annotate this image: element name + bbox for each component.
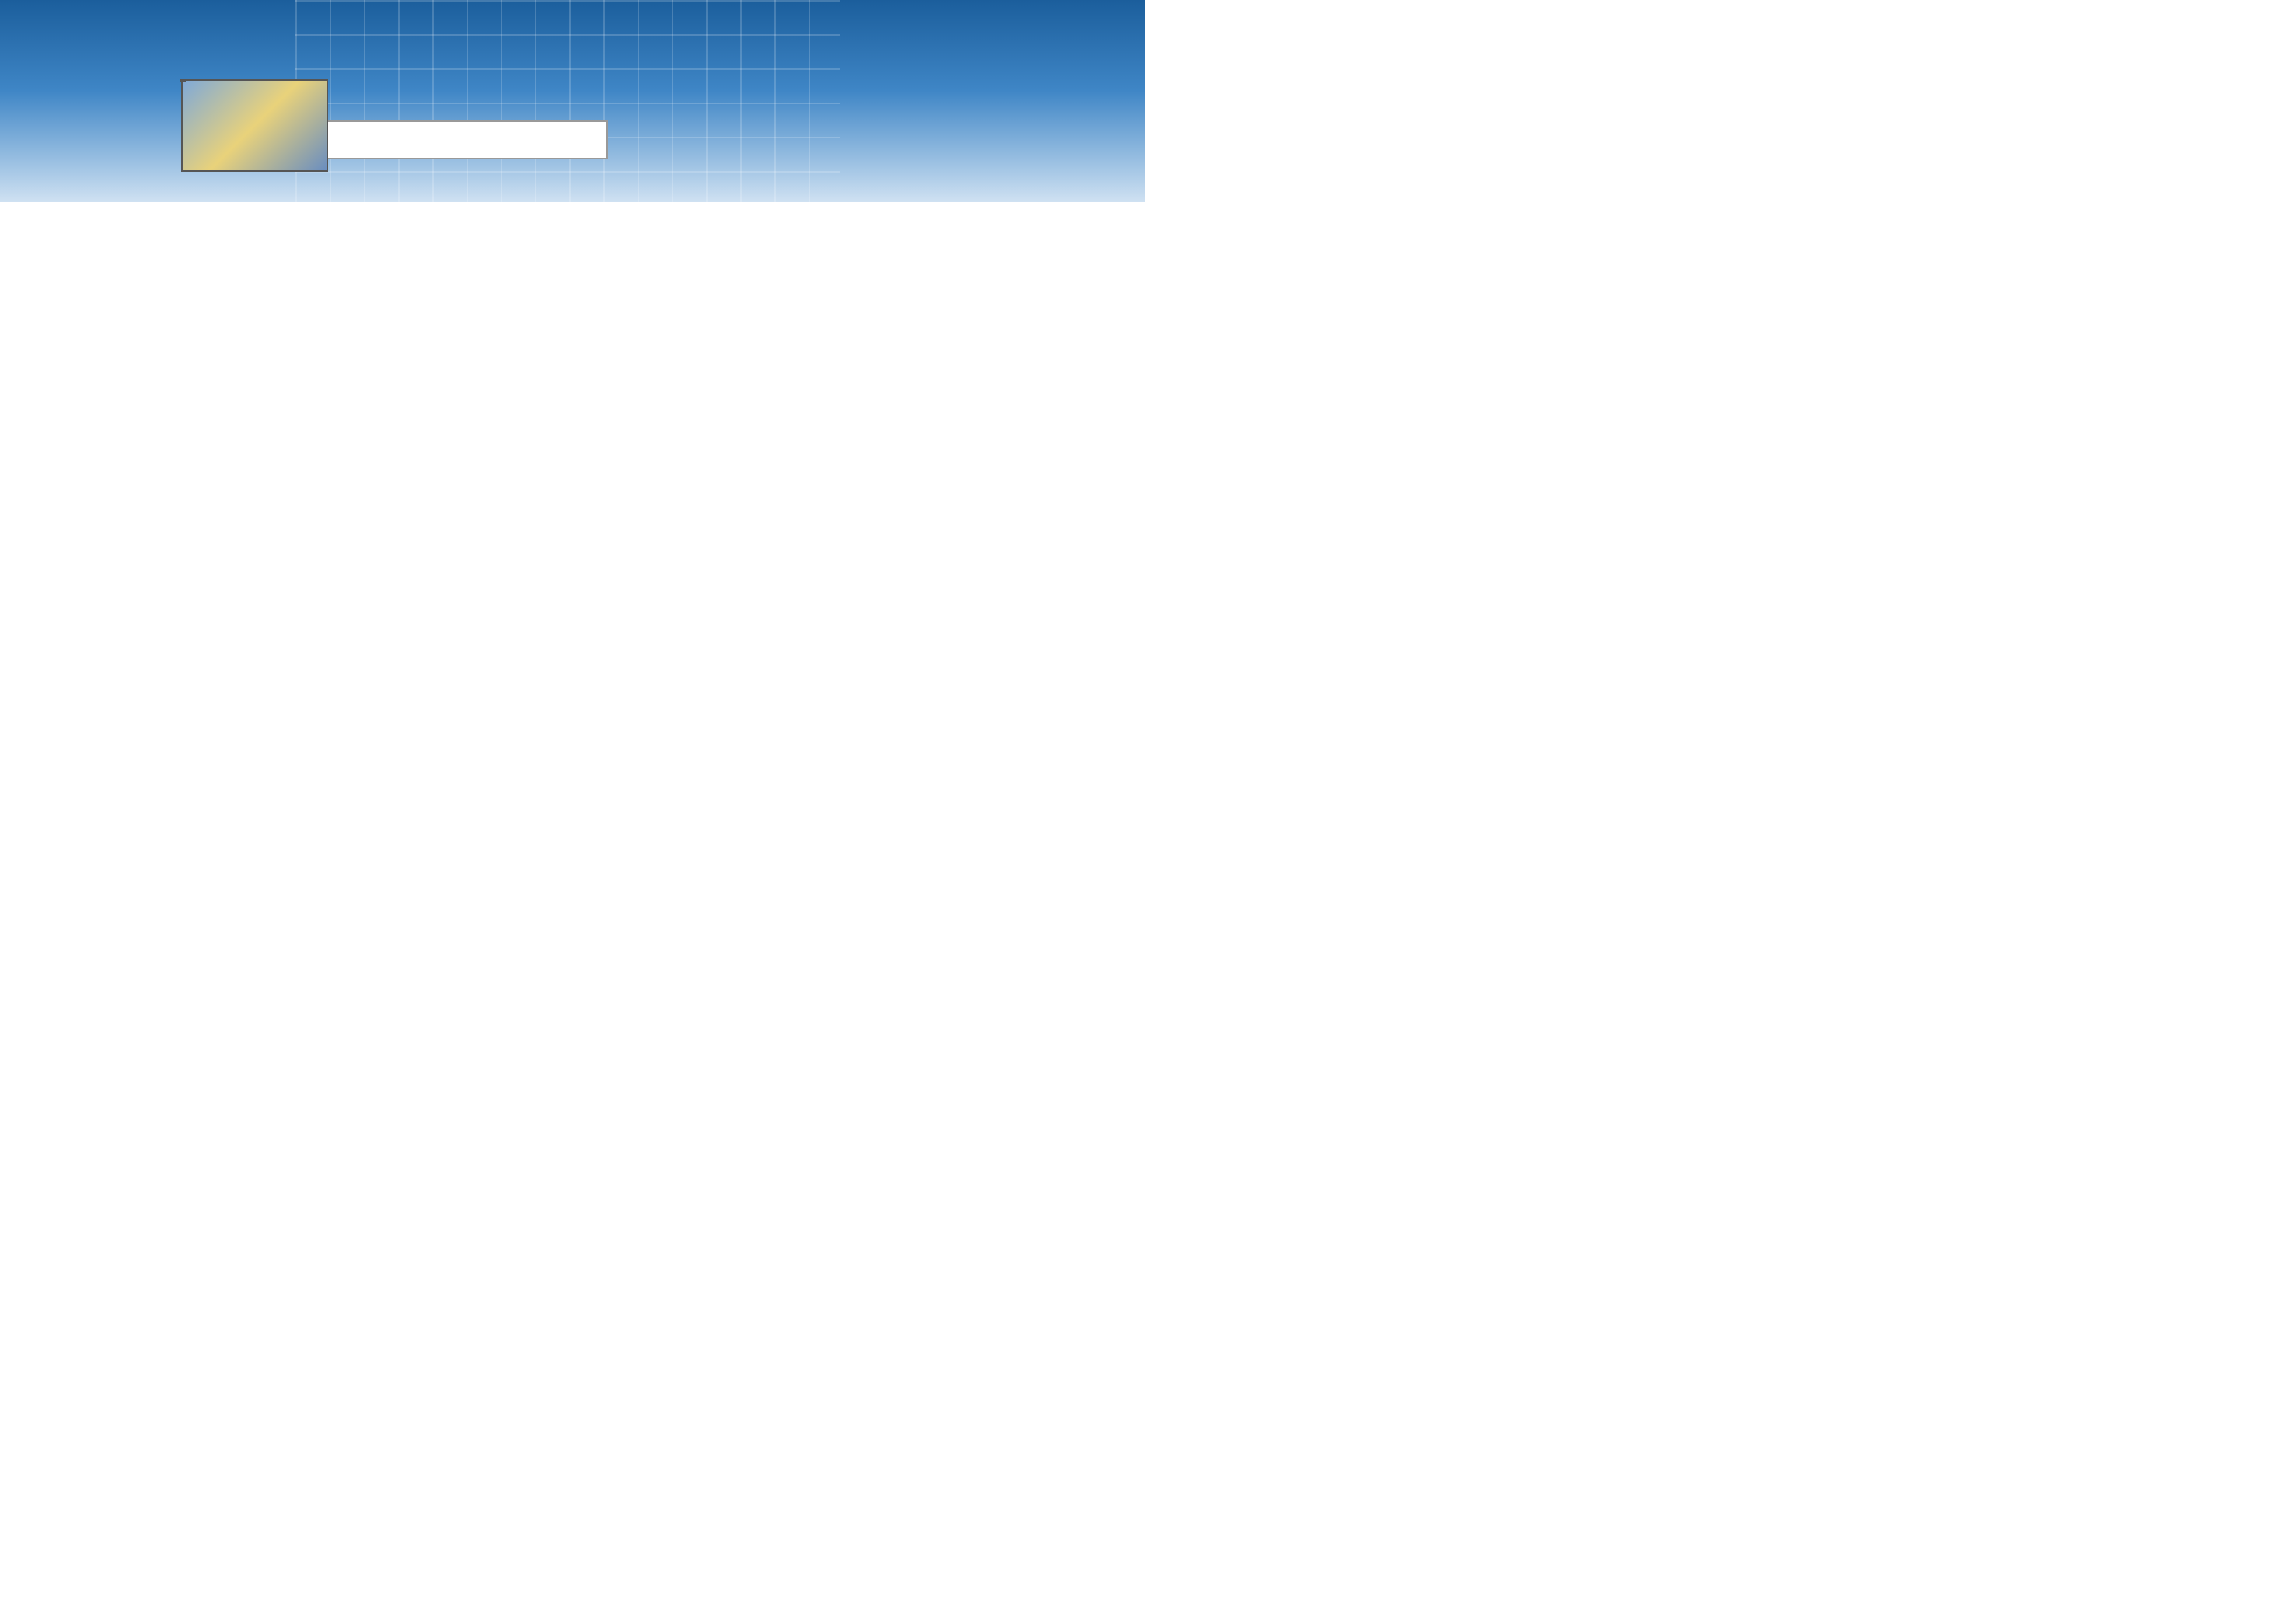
header-pattern: [295, 0, 840, 202]
standard-day-badge: [181, 79, 328, 172]
newspaper-page-2: [0, 0, 1145, 1623]
page-header: [0, 0, 1145, 202]
